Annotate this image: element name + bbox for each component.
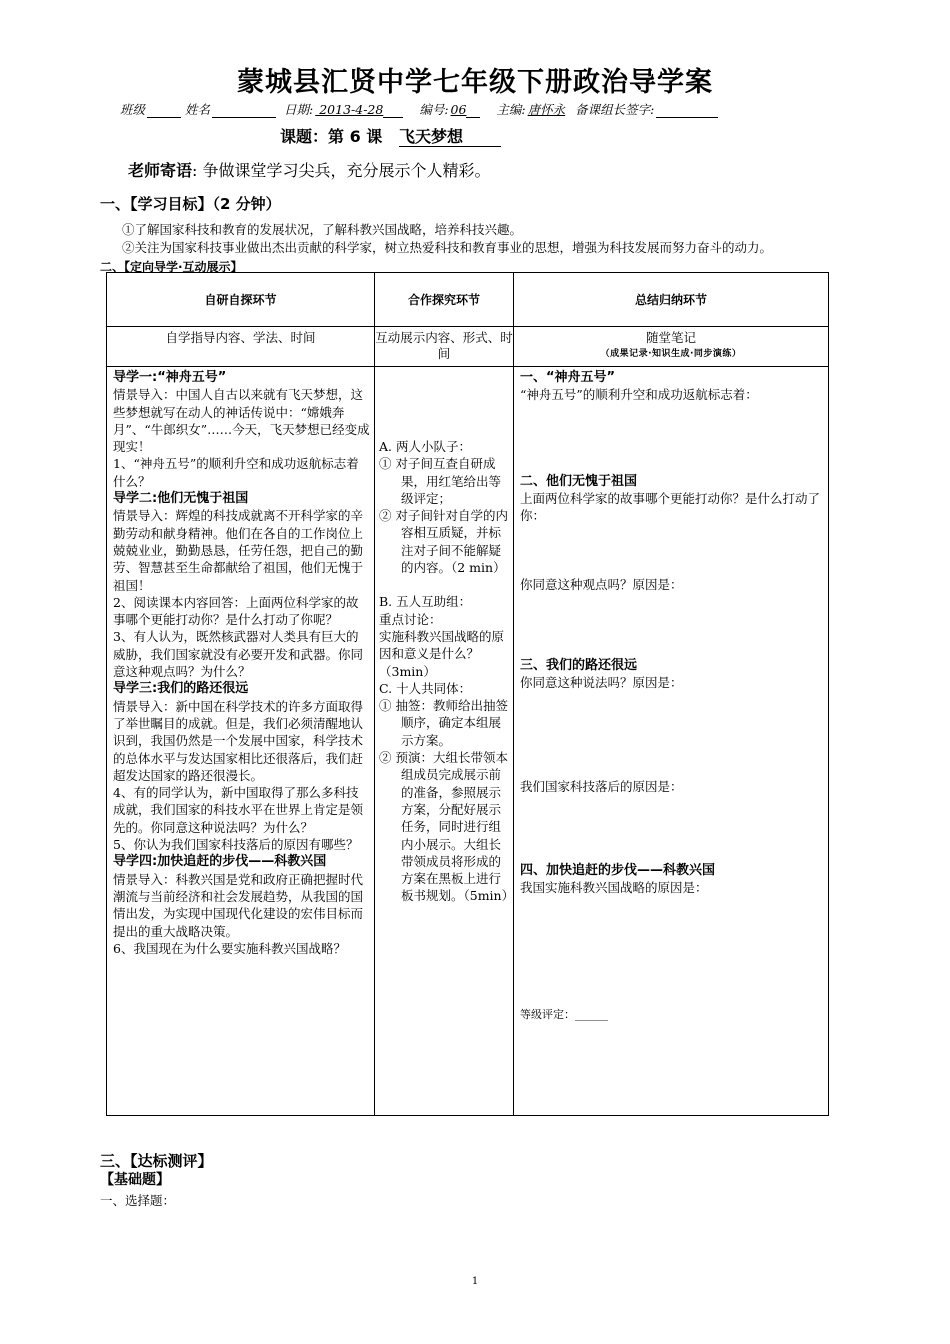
group5-title: B. 五人互助组： (379, 594, 472, 610)
header-summary: 总结归纳环节 (514, 273, 829, 327)
cooperation-content (375, 367, 514, 1116)
page-title: 蒙城县汇贤中学七年级下册政治导学案 (237, 67, 713, 98)
guide-4-intro: 情景导入：科教兴国是党和政府正确把握时代潮流与当前经济和社会发展趋势，从我国的国情出发，为实现中国现代化建设的宏伟目标而提出的重大战略决策。 (113, 871, 364, 939)
note-2-text-2: 你同意这种观点吗？原因是： (520, 577, 683, 593)
basic-questions-title: 【基础题】 (100, 1172, 170, 1188)
editor-label: 主编: (496, 102, 526, 117)
sign-blank[interactable] (656, 103, 718, 118)
page-number: 1 (471, 1276, 479, 1287)
group10-step-1: ① 抽签：教师给出抽签顺序，确定本组展示方案。 (379, 698, 508, 748)
number-label: 编号: (419, 102, 449, 117)
pair-title: A. 两人小队子： (379, 439, 471, 454)
note-4-title: 四、加快追赶的步伐——科教兴国 (520, 862, 716, 878)
guide-2-title: 导学二:他们无愧于祖国 (113, 491, 249, 507)
guide-1-intro: 情景导入：中国人自古以来就有飞天梦想，这些梦想就写在动人的神话传说中：“嫦娥奔月”、“牛郎织女”……今天，飞天梦想已经变成现实！ (113, 387, 370, 455)
question-3: 3、有人认为，既然核武器对人类具有巨大的威胁，我们国家就没有必要开发和武器。你同意这种观点吗？为什么？ (113, 629, 364, 680)
guide-2-intro: 情景导入：辉煌的科技成就离不开科学家的辛勤劳动和献身精神。他们在各自的工作岗位上兢兢业业，勤勤恳恳，任劳任怨，把自己的勤劳、智慧甚至生命都献给了祖国，他们无愧于祖国！ (113, 508, 364, 593)
multiple-choice-title: 一、选择题： (100, 1193, 176, 1208)
motto-label: 老师寄语 (128, 161, 193, 180)
pair-step-2: ② 对子间针对自学的内容相互质疑，并标注对子间不能解疑的内容。（2 min） (379, 508, 508, 576)
question-1: 1、“神舟五号”的顺利升空和成功返航标志着什么？ (113, 456, 359, 489)
notes-content (514, 367, 829, 1116)
course-title (280, 124, 501, 147)
course-label: 课题：第 6 课 (280, 127, 383, 146)
note-3-text-2: 我们国家科技落后的原因是： (520, 779, 683, 795)
teacher-motto (128, 158, 491, 181)
guide-3-title: 导学三:我们的路还很远 (113, 681, 249, 697)
group5-focus: 重点讨论： (379, 611, 442, 627)
guide-1-title: 导学一:“神舟五号” (113, 370, 227, 385)
goal-item: ①了解国家科技和教育的发展状况，了解科教兴国战略，培养科技兴趣。 (122, 222, 523, 237)
note-1-text: “神舟五号”的顺利升空和成功返航标志着： (520, 387, 758, 403)
header-self-study: 自研自探环节 (107, 273, 375, 327)
note-3-text: 你同意这种说法吗？原因是： (520, 675, 683, 691)
header-cooperation: 合作探究环节 (375, 273, 514, 327)
question-6: 6、我国现在为什么要实施科教兴国战略？ (113, 940, 346, 956)
guide-4-title: 导学四:加快追赶的步伐——科教兴国 (113, 854, 327, 870)
note-4-text: 我国实施科教兴国战略的原因是： (520, 879, 708, 895)
motto-text: : 争做课堂学习尖兵，充分展示个人精彩。 (192, 161, 491, 180)
subheader-self-study: 自学指导内容、学法、时间 (107, 327, 375, 367)
note-3-title: 三、我们的路还很远 (520, 657, 638, 673)
goal-item: ②关注为国家科技事业做出杰出贡献的科学家，树立热爱科技和教育事业的思想，增强为科技发展而努力奋斗的动力。 (122, 240, 773, 255)
date-label: 日期: (284, 102, 314, 117)
editor-value: 唐怀永 (527, 102, 566, 117)
section-assessment-title: 三、【达标测评】 (100, 1152, 213, 1170)
note-2-text: 上面两位科学家的故事哪个更能打动你？是什么打动了你： (520, 490, 821, 524)
class-label: 班级 (120, 102, 146, 117)
question-2: 2、阅读课本内容回答：上面两位科学家的故事哪个更能打动你？是什么打动了你呢？ (113, 594, 359, 628)
number-value: 06 (450, 102, 467, 117)
grade-field[interactable]: 等级评定：______ (520, 1008, 608, 1022)
class-blank[interactable] (147, 103, 181, 118)
group10-step-2: ② 预演：大组长带领本组成员完成展示前的准备，参照展示方案，分配好展示任务，同时进行组内小展示。大组长带领成员将形成的方案在黑板上进行板书规划。（5min） (379, 750, 515, 904)
course-name: 飞天梦想 (399, 127, 464, 146)
notes-subtitle: （成果记录·知识生成·同步演练） (600, 349, 742, 359)
group10-title: C. 十人共同体： (379, 680, 472, 696)
date-value: 2013-4-28 (315, 102, 384, 117)
name-blank[interactable] (212, 103, 276, 118)
question-5: 5、你认为我们国家科技落后的原因有哪些？ (113, 837, 359, 853)
section-learning-goals-title: 一、【学习目标】（2 分钟） (100, 195, 281, 213)
question-4: 4、有的同学认为，新中国取得了那么多科技成就，我们国家的科技水平在世界上肯定是领先的。你同意这种说法吗？为什么？ (113, 785, 364, 835)
guide-3-intro: 情景导入：新中国在科学技术的许多方面取得了举世瞩目的成就。但是，我们必须清醒地认识到，我国仍然是一个发展中国家，科学技术的总体水平与发达国家相比还很落后，我们赶超发达国家的路还很漫长。 (113, 698, 364, 783)
pair-step-1: ① 对子间互查自研成果，用红笔给出等级评定； (379, 456, 502, 506)
header-meta (120, 100, 820, 118)
subheader-cooperation: 互动展示内容、形式、时间 (375, 327, 514, 367)
section-guided-study-title: 二、【定向导学·互动展示】 (100, 260, 243, 274)
self-study-content (107, 367, 375, 1116)
sign-label: 备课组长签字: (575, 102, 655, 117)
note-1-title: 一、“神舟五号” (520, 370, 616, 385)
name-label: 姓名 (185, 102, 211, 117)
subheader-notes (514, 327, 829, 367)
notes-title: 随堂笔记 (645, 330, 696, 345)
study-table (106, 272, 829, 1116)
group5-topic: 实施科教兴国战略的原因和意义是什么？（3min） (379, 628, 505, 679)
note-2-title: 二、他们无愧于祖国 (520, 473, 638, 489)
